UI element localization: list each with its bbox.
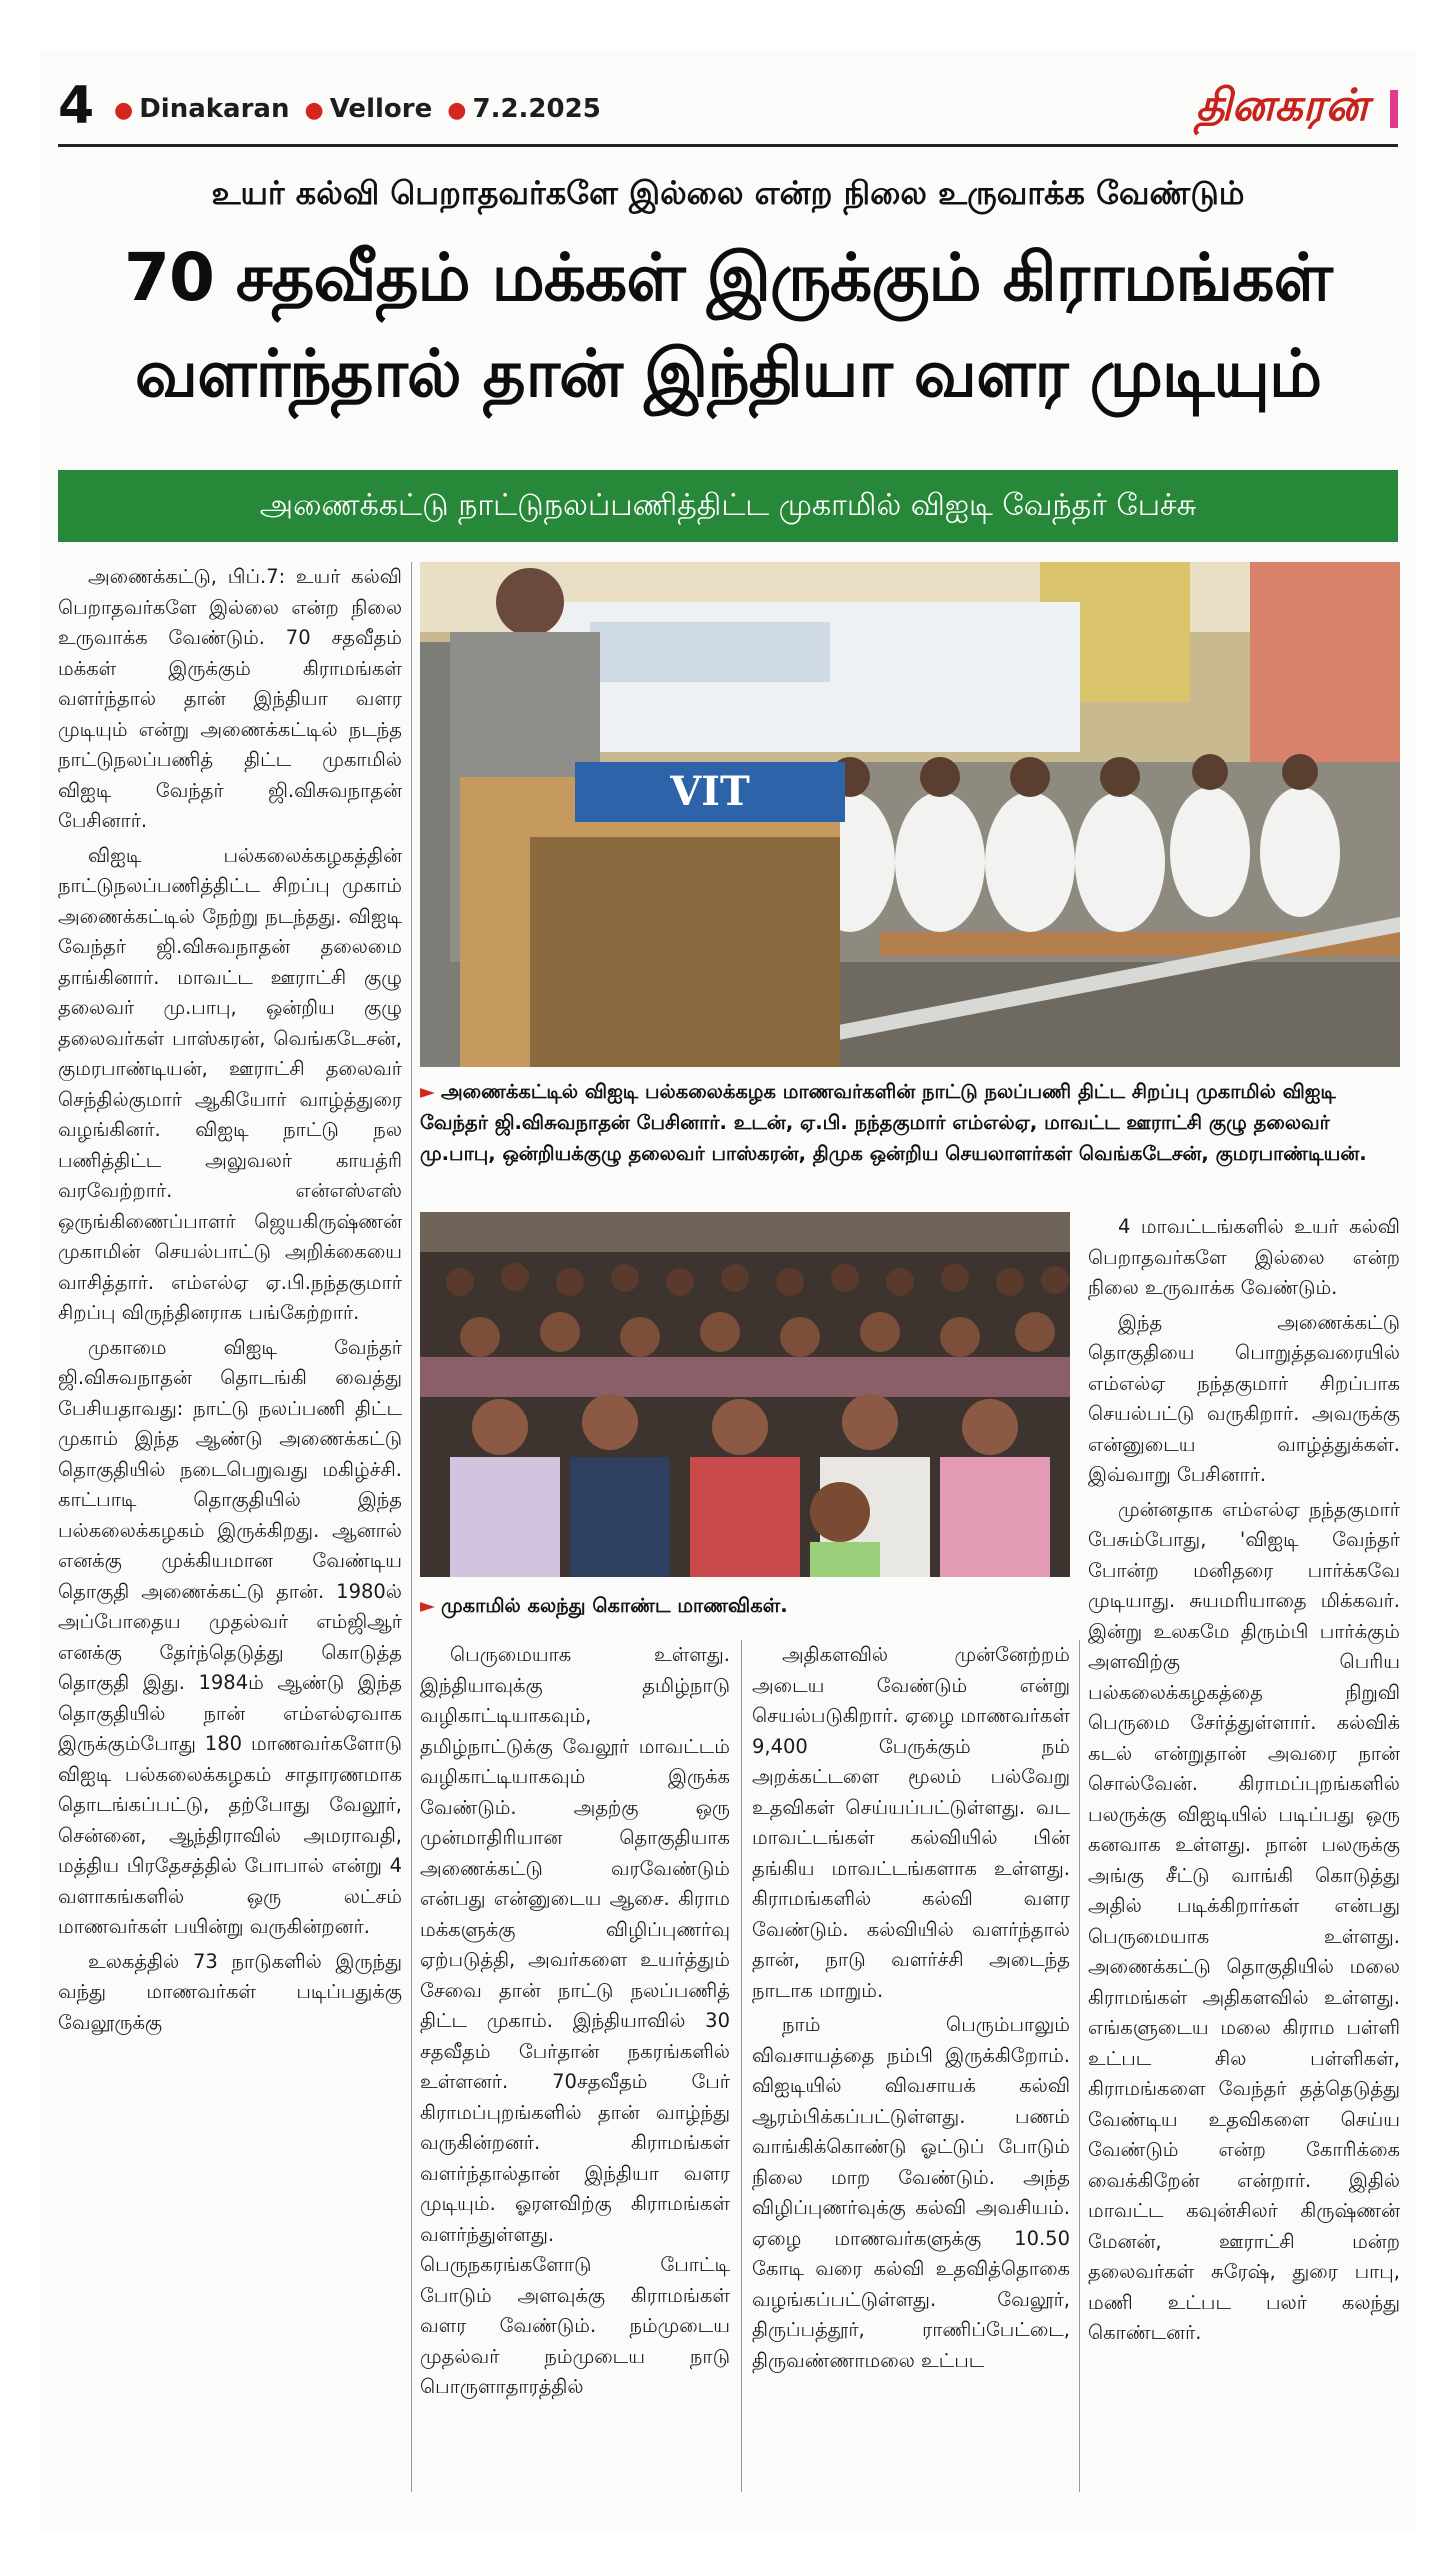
subheadline: அணைக்கட்டு நாட்டுநலப்பணித்திட்ட முகாமில் விஐடி வேந்தர் பேச்சு xyxy=(58,470,1398,542)
kicker: உயர் கல்வி பெறாதவர்களே இல்லை என்ற நிலை உருவாக்க வேண்டும் xyxy=(211,174,1245,212)
paragraph: விஐடி பல்கலைக்கழகத்தின் நாட்டுநலப்பணித்திட்ட சிறப்பு முகாம் அணைக்கட்டில் நேற்று நடந்தது. விஐடி வேந்தர் ஜி.விசுவநாதன் தலைமை தாங்கினார். மாவட்ட ஊராட்சி குழு தலைவர் மு.பாபு, ஒன்றிய குழு தலைவர்கள் பாஸ்கரன், வெங்கடேசன், குமரபாண்டியன், ஊராட்சி தலைவர் செந்தில்குமார் ஆகியோர் வாழ்த்துரை வழங்கினர். விஐடி நாட்டு நல பணித்திட்ட அலுவலர் காயத்ரி வரவேற்றார். என்எஸ்எஸ் ஒருங்கிணைப்பாளர் ஜெயகிருஷ்ணன் முகாமின் செயல்பாட்டு அறிக்கையை வாசித்தார். எம்எல்ஏ ஏ.பி.நந்தகுமார் சிறப்பு விருந்தினராக பங்கேற்றார். xyxy=(58,843,402,1324)
edition-name: Vellore xyxy=(329,94,433,124)
headline xyxy=(58,230,1398,422)
caption-marker-icon: ► xyxy=(420,1080,435,1103)
masthead-rule xyxy=(58,144,1398,147)
brand-accent-bar xyxy=(1390,90,1398,128)
students-photo-illustration xyxy=(420,1212,1070,1577)
article-column-4 xyxy=(1088,1212,1400,2492)
caption-marker-icon: ► xyxy=(420,1594,435,1617)
brand-logo: தினகரன் xyxy=(1195,80,1368,131)
headline-line-2: வளர்ந்தால் தான் இந்தியா வளர முடியும் xyxy=(134,335,1322,412)
paragraph: நாம் பெரும்பாலும் விவசாயத்தை நம்பி இருக்கிறோம். விஐடியில் விவசாயக் கல்வி ஆரம்பிக்கப்பட்டுள்ளது. பணம் வாங்கிக்கொண்டு ஓட்டுப் போடும் நிலை மாற வேண்டும். அந்த விழிப்புணர்வுக்கு கல்வி அவசியம். ஏழை மாணவர்களுக்கு 10.50 கோடி வரை கல்வி உதவித்தொகை வழங்கப்பட்டுள்ளது. வேலூர், திருப்பத்தூர், ராணிப்பேட்டை, திருவண்ணாமலை உட்பட xyxy=(752,2013,1070,2372)
paragraph: இந்த அணைக்கட்டு தொகுதியை பொறுத்தவரையில் எம்எல்ஏ நந்தகுமார் சிறப்பாக செயல்பட்டு வருகிறார். அவருக்கு என்னுடைய வாழ்த்துக்கள். இவ்வாறு பேசினார். xyxy=(1088,1310,1400,1486)
issue-date: 7.2.2025 xyxy=(472,94,601,124)
podium-label: VIT xyxy=(670,768,750,815)
article-column-2 xyxy=(420,1640,730,2492)
edition-meta xyxy=(108,94,601,124)
column-rule xyxy=(411,562,412,2492)
paragraph: அதிகளவில் முன்னேற்றம் அடைய வேண்டும் என்று செயல்படுகிறார். ஏழை மாணவர்கள் 9,400 பேருக்கும் நம் அறக்கட்டளை மூலம் பல்வேறு உதவிகள் செய்யப்பட்டுள்ளது. வட மாவட்டங்கள் கல்வியில் பின் தங்கிய மாவட்டங்களாக உள்ளது. கிராமங்களில் கல்வி வளர வேண்டும். கல்வியில் வளர்ந்தால் தான், நாடு வளர்ச்சி அடைந்த நாடாக மாறும். xyxy=(752,1643,1070,2002)
paragraph: அணைக்கட்டு, பிப்.7: உயர் கல்வி பெறாதவர்களே இல்லை என்ற நிலை உருவாக்க வேண்டும். 70 சதவீதம் மக்கள் இருக்கும் கிராமங்கள் வளர்ந்தால் தான் இந்தியா வளர முடியும் என்று அணைக்கட்டில் நடந்த நாட்டுநலப்பணித் திட்ட முகாமில் விஐடி வேந்தர் ஜி.விசுவநாதன் பேசினார். xyxy=(58,565,402,832)
column-rule xyxy=(1079,1640,1080,2492)
bullet-icon: ● xyxy=(304,98,324,123)
stage-photo-illustration xyxy=(420,562,1400,1067)
paragraph: முன்னதாக எம்எல்ஏ நந்தகுமார் பேசும்போது, 'விஐடி வேந்தர் போன்ற மனிதரை பார்க்கவே முடியாது. சுயமரியாதை மிக்கவர். இன்று உலகமே திரும்பி பார்க்கும் அளவிற்கு பெரிய பல்கலைக்கழகத்தை நிறுவி பெருமை சேர்த்துள்ளார். கல்விக் கடல் என்றுதான் அவரை நான் சொல்வேன். கிராமப்புறங்களில் பலருக்கு விஐடியில் படிப்பது ஒரு கனவாக உள்ளது. நான் பலருக்கு அங்கு சீட்டு வாங்கி கொடுத்து அதில் படிக்கிறார்கள் என்பது பெருமையாக உள்ளது. அணைக்கட்டு தொகுதியில் மலை கிராமங்கள் அதிகளவில் உள்ளது. எங்களுடைய மலை கிராம பள்ளி உட்பட சில பள்ளிகள், கிராமங்களை வேந்தர் தத்தெடுத்து வேண்டிய உதவிகளை செய்ய வேண்டும் என்ற கோரிக்கை வைக்கிறேன் என்றார். இதில் மாவட்ட கவுன்சிலர் கிருஷ்ணன் மேனன், ஊராட்சி மன்ற தலைவர்கள் சுரேஷ், துரை பாபு, மணி உட்பட பலர் கலந்து கொண்டனர். xyxy=(1088,1497,1400,2344)
paragraph: பெருமையாக உள்ளது. இந்தியாவுக்கு தமிழ்நாடு வழிகாட்டியாகவும், தமிழ்நாட்டுக்கு வேலூர் மாவட்டம் வழிகாட்டியாகவும் இருக்க வேண்டும். அதற்கு ஒரு முன்மாதிரியான தொகுதியாக அணைக்கட்டு வரவேண்டும் என்பது என்னுடைய ஆசை. கிராம மக்களுக்கு விழிப்புணர்வு ஏற்படுத்தி, அவர்களை உயர்த்தும் சேவை தான் நாட்டு நலப்பணித் திட்ட முகாம். இந்தியாவில் 30 சதவீதம் பேர்தான் நகரங்களில் உள்ளனர். 70சதவீதம் பேர் கிராமப்புறங்களில் தான் வாழ்ந்து வருகின்றனர். கிராமங்கள் வளர்ந்தால்தான் இந்தியா வளர முடியும். ஓரளவிற்கு கிராமங்கள் வளர்ந்துள்ளது. பெருநகரங்களோடு போட்டி போடும் அளவுக்கு கிராமங்கள் வளர வேண்டும். நம்முடைய முதல்வர் நம்முடைய நாடு பொருளாதாரத்தில் xyxy=(420,1643,730,2398)
photo-speaker-stage xyxy=(420,562,1400,1067)
column-rule xyxy=(741,1640,742,2492)
photo-students xyxy=(420,1212,1070,1577)
headline-line-1: 70 சதவீதம் மக்கள் இருக்கும் கிராமங்கள் xyxy=(124,239,1332,316)
paragraph: உலகத்தில் 73 நாடுகளில் இருந்து வந்து மாணவர்கள் படிப்பதுக்கு வேலூருக்கு xyxy=(58,1949,402,2034)
paragraph: 4 மாவட்டங்களில் உயர் கல்வி பெறாதவர்களே இல்லை என்ற நிலை உருவாக்க வேண்டும். xyxy=(1088,1215,1400,1299)
bullet-icon: ● xyxy=(447,98,467,123)
article-column-1 xyxy=(58,562,402,2492)
paragraph: முகாமை விஐடி வேந்தர் ஜி.விசுவநாதன் தொடங்கி வைத்து பேசியதாவது: நாட்டு நலப்பணி திட்ட முகாம் இந்த ஆண்டு அணைக்கட்டு தொகுதியில் நடைபெறுவது மகிழ்ச்சி. காட்பாடி தொகுதியில் இந்த பல்கலைக்கழகம் இருக்கிறது. ஆனால் எனக்கு முக்கியமான வேண்டிய தொகுதி அணைக்கட்டு தான். 1980ல் அப்போதைய முதல்வர் எம்ஜிஆர் எனக்கு தேர்ந்தெடுத்து கொடுத்த தொகுதி இது. 1984ம் ஆண்டு இந்த தொகுதியில் நான் எம்எல்ஏவாக இருக்கும்போது 180 மாணவர்களோடு விஐடி பல்கலைக்கழகம் சாதாரணமாக தொடங்கப்பட்டு, தற்போது வேலூர், சென்னை, ஆந்திராவில் அமராவதி, மத்திய பிரதேசத்தில் போபால் என்று 4 வளாகங்களில் ஒரு லட்சம் மாணவர்கள் பயின்று வருகின்றனர். xyxy=(58,1335,402,1938)
newspaper-page xyxy=(40,50,1416,2530)
article-column-3 xyxy=(752,1640,1070,2492)
page-number: 4 xyxy=(58,76,95,136)
photo1-caption xyxy=(420,1076,1400,1169)
paper-name: Dinakaran xyxy=(139,94,290,124)
masthead xyxy=(58,76,1398,136)
caption-text: முகாமில் கலந்து கொண்ட மாணவிகள். xyxy=(441,1594,788,1617)
bullet-icon: ● xyxy=(114,98,134,123)
caption-text: அணைக்கட்டில் விஐடி பல்கலைக்கழக மாணவர்களின் நாட்டு நலப்பணி திட்ட சிறப்பு முகாமில் விஐடி வேந்தர் ஜி.விசுவநாதன் பேசினார். உடன், ஏ.பி. நந்தகுமார் எம்எல்ஏ, மாவட்ட ஊராட்சி குழு தலைவர் மு.பாபு, ஒன்றியக்குழு தலைவர் பாஸ்கரன், திமுக ஒன்றிய செயலாளர்கள் வெங்கடேசன், குமரபாண்டியன். xyxy=(420,1080,1367,1165)
photo2-caption xyxy=(420,1590,1070,1621)
